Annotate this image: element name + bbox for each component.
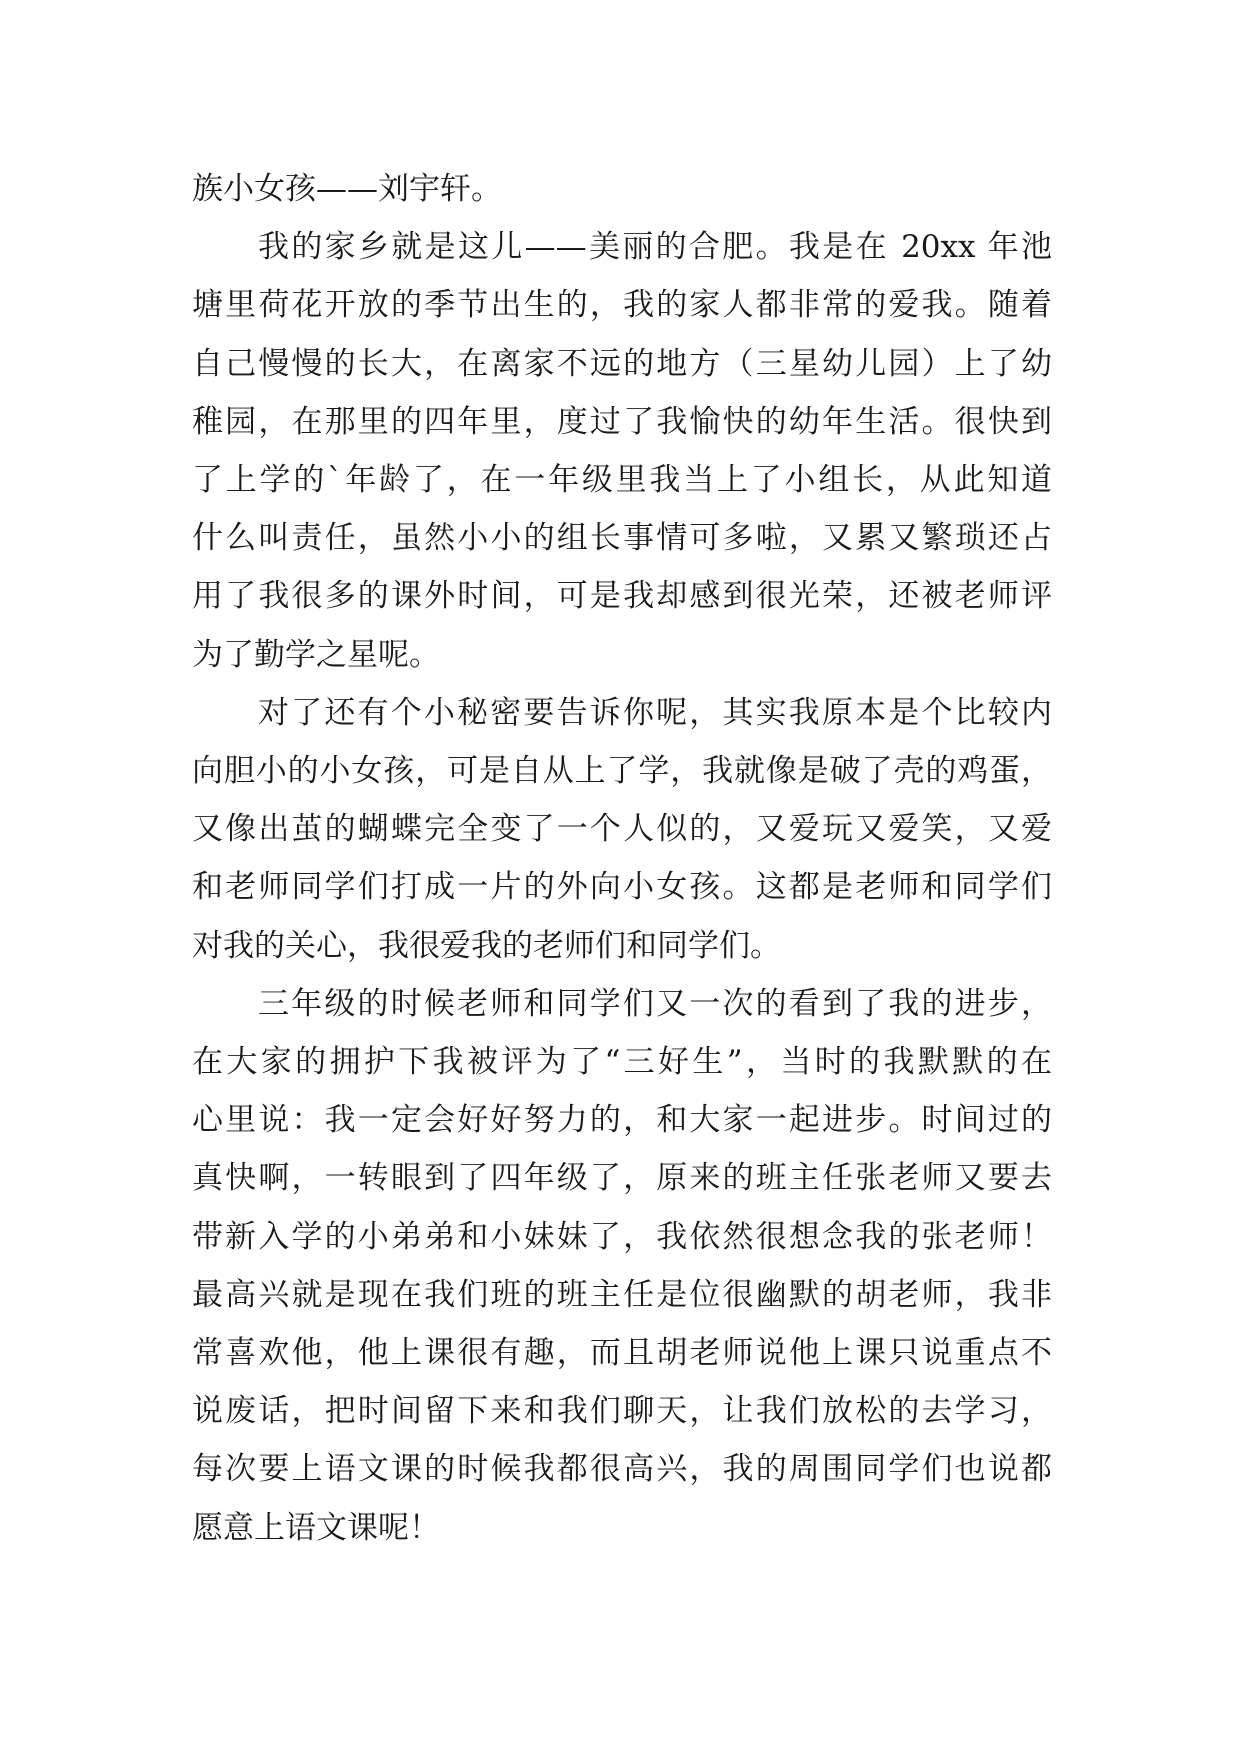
text-line: 塘里荷花开放的季节出生的，我的家人都非常的爱我。随着	[192, 287, 1052, 324]
text-line: 带新入学的小弟弟和小妹妹了，我依然很想念我的张老师！	[192, 1218, 1052, 1255]
text-line: 稚园，在那里的四年里，度过了我愉快的幼年生活。很快到	[192, 403, 1052, 440]
text-line: 常喜欢他，他上课很有趣，而且胡老师说他上课只说重点不	[192, 1335, 1052, 1372]
text-line: 族小女孩——刘宇轩。	[192, 171, 502, 207]
paragraph-2	[192, 218, 1052, 684]
text-line: 心里说：我一定会好好努力的，和大家一起进步。时间过的	[192, 1102, 1052, 1139]
text-line: 每次要上语文课的时候我都很高兴，我的周围同学们也说都	[192, 1451, 1052, 1488]
text-line: 我的家乡就是这儿——美丽的合肥。我是在 20xx 年池	[258, 229, 1052, 266]
text-line: 愿意上语文课呢！	[192, 1509, 440, 1546]
text-line: 对我的关心，我很爱我的老师们和同学们。	[192, 927, 781, 964]
paragraph-1	[192, 160, 1052, 218]
paragraph-3	[192, 684, 1052, 975]
text-line: 为了勤学之星呢。	[192, 636, 440, 673]
text-line: 说废话，把时间留下来和我们聊天，让我们放松的去学习，	[192, 1393, 1052, 1430]
text-line: 在大家的拥护下我被评为了“三好生”，当时的我默默的在	[192, 1044, 1052, 1081]
document-body	[192, 160, 1052, 1557]
text-line: 又像出茧的蝴蝶完全变了一个人似的，又爱玩又爱笑，又爱	[192, 811, 1052, 848]
text-line: 自己慢慢的长大，在离家不远的地方（三星幼儿园）上了幼	[192, 345, 1052, 382]
text-line: 最高兴就是现在我们班的班主任是位很幽默的胡老师，我非	[192, 1276, 1052, 1313]
text-line: 和老师同学们打成一片的外向小女孩。这都是老师和同学们	[192, 869, 1052, 906]
text-line: 三年级的时候老师和同学们又一次的看到了我的进步，	[258, 985, 1052, 1022]
text-line: 真快啊，一转眼到了四年级了，原来的班主任张老师又要去	[192, 1160, 1052, 1197]
text-line: 了上学的`年龄了，在一年级里我当上了小组长，从此知道	[192, 462, 1052, 499]
paragraph-4	[192, 975, 1052, 1557]
text-line: 向胆小的小女孩，可是自从上了学，我就像是破了壳的鸡蛋，	[192, 753, 1052, 790]
text-line: 什么叫责任，虽然小小的组长事情可多啦，又累又繁琐还占	[192, 520, 1052, 557]
text-line: 用了我很多的课外时间，可是我却感到很光荣，还被老师评	[192, 578, 1052, 615]
text-line: 对了还有个小秘密要告诉你呢，其实我原本是个比较内	[258, 694, 1052, 731]
